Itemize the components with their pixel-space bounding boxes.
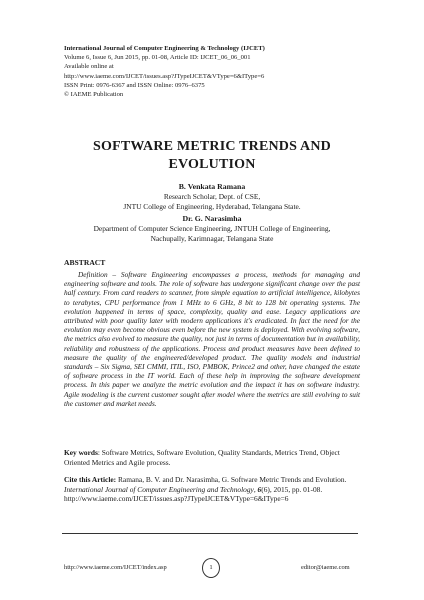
journal-issue-url: http://www.iaeme.com/IJCET/issues.asp?JTypeIJCET&VType=6&IType=6 <box>64 72 265 80</box>
author-block-2 <box>40 214 384 244</box>
citation-label: Cite this Article: <box>64 475 117 484</box>
issn-line: ISSN Print: 0976-6367 and ISSN Online: 0976–6375 <box>64 81 205 89</box>
available-online-label: Available online at <box>64 63 114 71</box>
citation-volume: 6 <box>257 484 262 494</box>
citation-authors: Ramana, B. V. and Dr. Narasimha, G. Software Metric Trends and Evolution. <box>116 475 347 484</box>
journal-name: International Journal of Computer Engineering & Technology (IJCET) <box>64 45 265 52</box>
abstract-section <box>64 258 360 408</box>
citation-separator: , <box>253 484 258 494</box>
abstract-heading: ABSTRACT <box>64 258 106 267</box>
abstract-body: Definition – Software Engineering encompasses a process, methods for managing and engineering software and tools. The role of software has undergone significant change over the past half century. From card readers to scanner, from simple equation to artificial intelligence, kilobytes to terabytes, CPU performance from 1 MHz to 6 GHz, 8 bit to 128 bit operating systems. The evolution happened in terms of space, complexity, quality and ease. Legacy applications are attributed with poor quality later with modern applications it's eradicated. In fact the need for the evolution may even become obvious even before the new system is deployed. With evolving software, the metrics also evolved to measure the quality, not just in terms of documentation but in availability, reliability and robustness of the applications. Process and product measures have been defined to measure the quality of the engineered/developed product. The quality models and industrial standards – Six Sigma, SEI CMMI, ITIL, ISO, PMBOK, Prince2 and other, have changed the estate of software process in the IT world. Each of these help in improving the software development process. In this paper we analyze the metric evolution and the impact it has on software industry. Agile modeling is the current customer sought after model where the metrics are still evolving to suit the customer and market needs. <box>64 270 360 408</box>
page-number: 1 <box>202 558 220 578</box>
keywords-text: : Software Metrics, Software Evolution, Quality Standards, Metrics Trend, Object Oriented Metrics and Agile process. <box>64 448 340 467</box>
title-line-1: SOFTWARE METRIC TRENDS AND <box>93 139 331 154</box>
keywords-label: Key words <box>64 448 98 457</box>
author-name: B. Venkata Ramana <box>178 182 246 191</box>
citation-journal: International Journal of Computer Engineering and Technology <box>64 484 254 494</box>
title-line-2: EVOLUTION <box>168 157 256 172</box>
journal-header <box>64 44 364 99</box>
author-affiliation-line-2: JNTU College of Engineering, Hyderabad, Telangana State. <box>123 202 301 211</box>
footer-journal-url: http://www.iaeme.com/IJCET/index.asp <box>64 564 167 571</box>
author-affiliation-line-1: Research Scholar, Dept. of CSE, <box>163 192 261 201</box>
paper-title <box>40 138 384 174</box>
citation-url: http://www.iaeme.com/IJCET/issues.asp?JTypeIJCET&VType=6&IType=6 <box>64 494 289 504</box>
author-affiliation-line-2: Nachupally, Karimnagar, Telangana State <box>150 234 274 243</box>
keywords-paragraph <box>64 448 360 467</box>
citation-issue-pages: (6), 2015, pp. 01-08. <box>261 484 323 494</box>
author-name: Dr. G. Narasimha <box>182 214 242 223</box>
volume-issue-line: Volume 6, Issue 6, Jun 2015, pp. 01-08, Article ID: IJCET_06_06_001 <box>64 54 251 62</box>
footer-editor-email: editor@iaeme.com <box>301 564 350 571</box>
publisher-copyright: © IAEME Publication <box>64 91 124 99</box>
author-affiliation-line-1: Department of Computer Science Engineering, JNTUH College of Engineering, <box>93 224 331 233</box>
footer-divider <box>62 533 358 534</box>
author-block-1 <box>40 182 384 212</box>
citation-paragraph <box>64 475 360 504</box>
